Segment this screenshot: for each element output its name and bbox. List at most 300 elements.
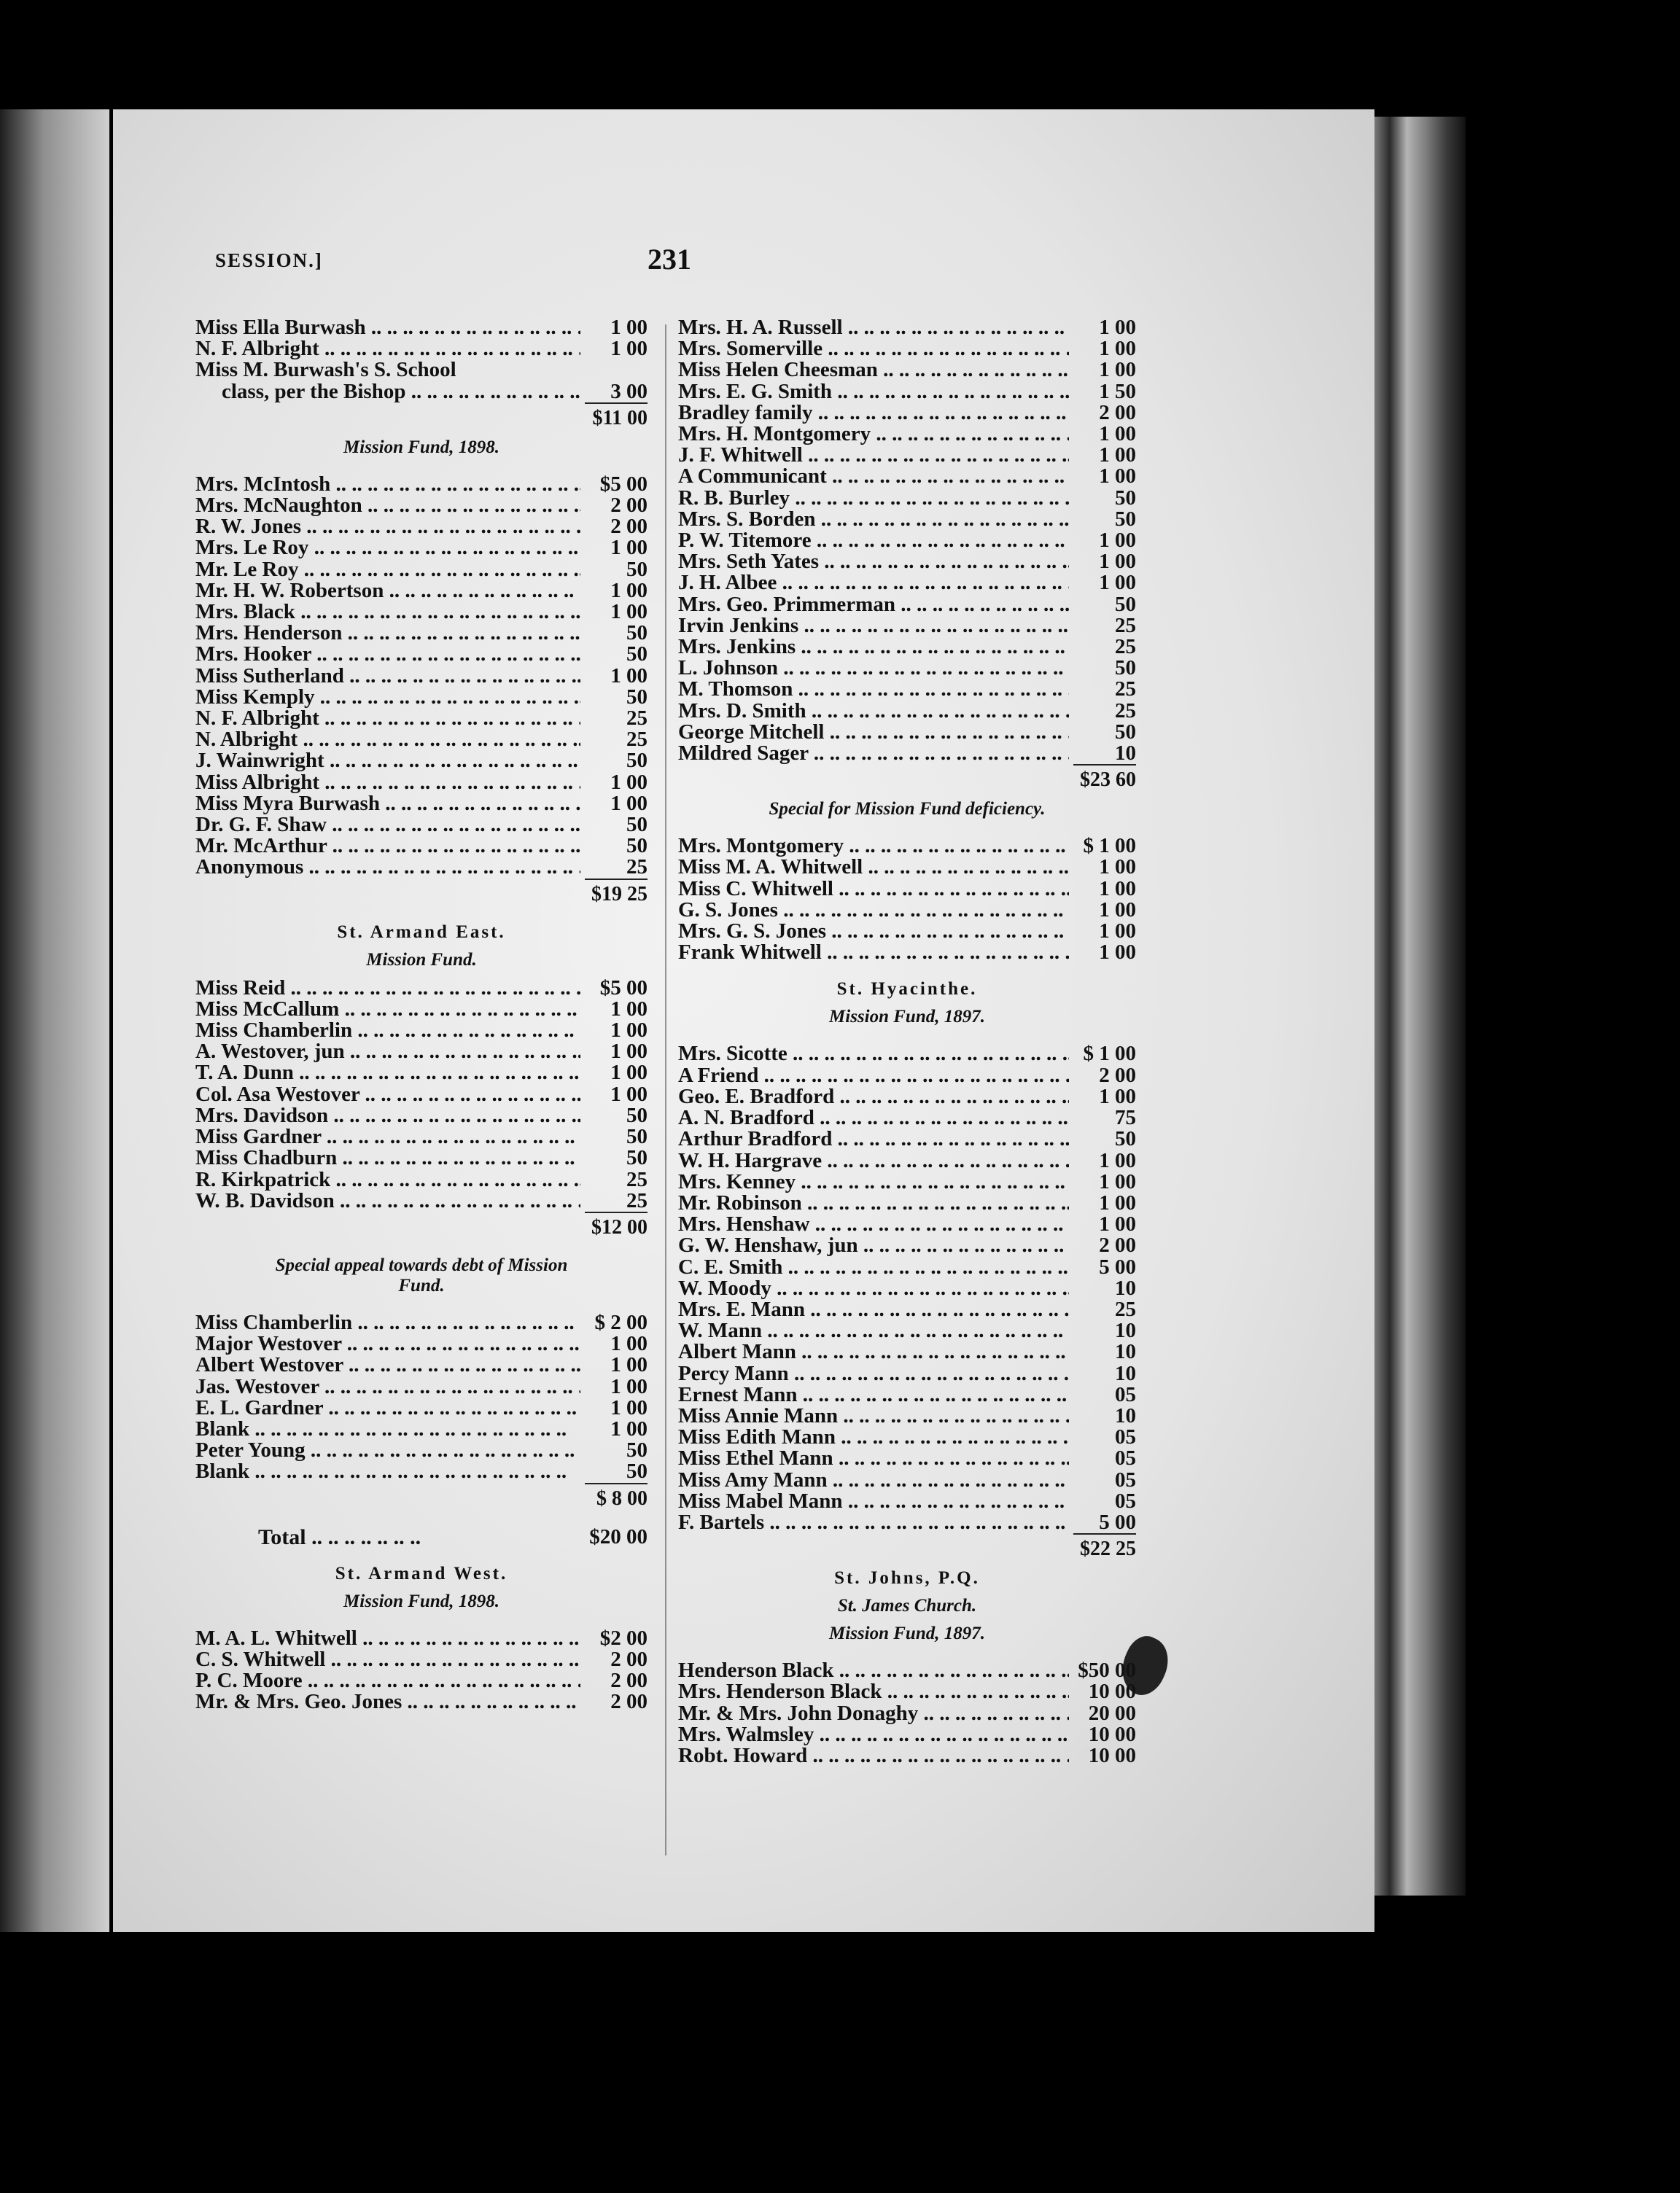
entry-name: M. Thomson .. .. [678, 679, 1069, 700]
list-item [195, 1020, 648, 1041]
entry-amount: 25 [1115, 613, 1136, 637]
entry-amount: 25 [1115, 635, 1136, 659]
list-item [195, 644, 648, 665]
list-top-entries [678, 317, 1136, 764]
entry-amount: 1 00 [1099, 876, 1136, 900]
entry-name: Miss Chamberlin .. .. [195, 1312, 580, 1333]
entry-amount: 05 [1115, 1468, 1136, 1492]
list-item [195, 1105, 648, 1126]
entry-amount: 5 00 [1099, 1255, 1136, 1279]
entry-name: Arthur Bradford .. .. [678, 1129, 1069, 1150]
entry-name: Mrs. Henderson .. .. [195, 623, 580, 644]
entry-amount: 10 [1115, 1361, 1136, 1385]
entry-name: Mrs. Hooker .. .. [195, 644, 580, 665]
list-item [678, 445, 1136, 466]
entry-amount: 1 00 [610, 337, 648, 361]
entry-amount: 1 00 [610, 1353, 648, 1377]
entry-amount: 1 00 [610, 1395, 648, 1419]
entry-amount: 1 00 [1099, 1191, 1136, 1215]
entry-amount: 2 00 [1099, 1063, 1136, 1087]
entry-amount: 1 00 [610, 316, 648, 339]
entry-name: C. E. Smith .. .. [678, 1257, 1069, 1278]
entry-amount: 1 00 [1099, 443, 1136, 467]
entry-name: Miss Myra Burwash .. .. [195, 793, 580, 814]
entry-name: Mr. H. W. Robertson .. .. [195, 580, 580, 601]
entry-name: Miss Gardner .. .. [195, 1126, 580, 1148]
entry-amount: 50 [626, 834, 648, 858]
section-subheading: St. James Church. [837, 1596, 977, 1616]
grand-total-row [195, 1524, 648, 1549]
section-heading: St. Johns, P.Q. [834, 1568, 980, 1589]
entry-name: R. W. Jones .. .. [195, 516, 580, 537]
entry-name: Mrs. Henderson Black .. .. [678, 1681, 1069, 1702]
section-heading: St. Armand East. [337, 922, 506, 942]
list-item [678, 1470, 1136, 1491]
list-item [678, 1341, 1136, 1363]
subtotal: $23 60 [1080, 768, 1136, 792]
list-item [678, 594, 1136, 615]
entry-name: Henderson Black .. .. [678, 1660, 1069, 1681]
entry-name: R. Kirkpatrick .. .. [195, 1169, 580, 1191]
entry-name: Anonymous .. .. [195, 857, 580, 878]
entry-amount: 1 00 [1099, 571, 1136, 595]
entry-amount: 10 [1115, 1276, 1136, 1300]
list-item [678, 615, 1136, 636]
entry-name: P. W. Titemore .. .. [678, 530, 1069, 551]
list-item [678, 424, 1136, 445]
subtotal: $19 25 [591, 882, 648, 905]
entry-name: N. F. Albright .. .. [195, 708, 580, 729]
entry-amount: 1 00 [610, 1040, 648, 1064]
entry-name: Miss Helen Cheesman .. .. [678, 359, 1069, 381]
list-item [678, 1403, 1136, 1427]
entry-amount: 50 [626, 1125, 648, 1149]
list-item [195, 999, 648, 1020]
list-item [678, 722, 1136, 743]
entry-amount: 10 00 [1088, 1722, 1136, 1746]
entry-amount: 25 [1115, 1297, 1136, 1321]
entry-name: Bradley family .. .. [678, 402, 1069, 424]
grand-total-amount: $20 00 [589, 1524, 648, 1549]
entry-name: M. A. L. Whitwell .. .. [195, 1628, 580, 1649]
list-item [195, 601, 648, 623]
section-subheading: Special appeal towards debt of Mission [275, 1255, 568, 1275]
entry-name: Col. Asa Westover .. .. [195, 1084, 580, 1105]
entry-name: Mrs. E. G. Smith .. .. [678, 381, 1069, 402]
section-heading: St. Hyacinthe. [836, 979, 978, 1000]
entry-name: Ernest Mann .. .. [678, 1384, 1069, 1406]
entry-amount: 1 00 [610, 1374, 648, 1398]
list-item [678, 857, 1136, 878]
entry-name: Mrs. Montgomery .. .. [678, 835, 1069, 857]
entry-amount: 1 00 [1099, 422, 1136, 446]
entry-amount: 1 00 [1099, 855, 1136, 879]
entry-amount: 1 00 [610, 997, 648, 1021]
entry-name: N. Albright .. .. [195, 729, 580, 750]
list-item [678, 1724, 1136, 1745]
entry-name: A Communicant .. .. [678, 466, 1069, 487]
column-divider [665, 324, 666, 1855]
entry-amount: 10 [1115, 1340, 1136, 1364]
section-subheading: Fund. [398, 1275, 445, 1296]
entry-name: Percy Mann .. .. [678, 1363, 1069, 1384]
list-item [678, 698, 1136, 722]
entry-name: P. C. Moore .. .. [195, 1670, 580, 1691]
list-item [195, 1649, 648, 1670]
list-item [195, 623, 648, 644]
entry-name: W. B. Davidson .. .. [195, 1191, 580, 1212]
list-item [678, 1107, 1136, 1129]
entry-amount: 1 00 [1099, 1212, 1136, 1236]
entry-amount: 1 00 [1099, 337, 1136, 361]
list-item [678, 679, 1136, 700]
entry-name: W. Mann .. .. [678, 1320, 1069, 1341]
list-item [195, 381, 648, 402]
entry-name: Mrs. Davidson .. .. [195, 1105, 580, 1126]
list-item [678, 942, 1136, 963]
entry-name: Mrs. Geo. Primmerman .. .. [678, 594, 1069, 615]
entry-amount: 10 00 [1088, 1743, 1136, 1767]
entry-amount: 1 00 [1099, 1084, 1136, 1108]
entry-name: T. A. Dunn .. .. [195, 1062, 580, 1083]
entry-name: Miss Ethel Mann .. .. [678, 1448, 1069, 1469]
entry-amount: 05 [1115, 1425, 1136, 1449]
entry-name: Blank .. .. [195, 1419, 580, 1440]
section-subheading: Mission Fund, 1898. [343, 437, 499, 457]
entry-name: J. H. Albee .. .. [678, 572, 1069, 593]
entry-amount: 05 [1115, 1382, 1136, 1406]
entry-amount: 10 [1115, 741, 1136, 766]
list-item [195, 857, 648, 878]
entry-amount: 3 00 [610, 379, 648, 403]
list-item [195, 359, 648, 381]
list-item [195, 1376, 648, 1398]
list-item [195, 1041, 648, 1062]
list-st-armand-west [195, 1628, 648, 1713]
list-item [195, 1628, 648, 1649]
entry-amount: 1 00 [1099, 316, 1136, 339]
entry-name: Mr. McArthur .. .. [195, 835, 580, 857]
entry-amount: 1 00 [610, 536, 648, 560]
list-item [678, 1660, 1136, 1681]
entry-amount: 75 [1115, 1106, 1136, 1130]
entry-amount: 10 [1115, 1319, 1136, 1343]
list-top-entries [195, 317, 648, 402]
list-item [678, 1703, 1136, 1724]
entry-amount: $ 1 00 [1083, 834, 1136, 858]
entry-name: Robt. Howard .. .. [678, 1745, 1069, 1767]
list-item [195, 1355, 648, 1376]
entry-amount: $5 00 [599, 975, 648, 1000]
entry-name: Mrs. S. Borden .. .. [678, 509, 1069, 530]
list-item [195, 1440, 648, 1461]
entry-name: L. Johnson .. .. [678, 658, 1069, 679]
subtotal: $11 00 [592, 406, 648, 429]
entry-name: Mrs. McIntosh .. .. [195, 474, 580, 495]
entry-name: Miss M. Burwash's S. School [195, 359, 456, 381]
facing-page-edge [0, 109, 109, 1932]
list-item [678, 551, 1136, 572]
list-item [678, 835, 1136, 857]
entry-name: Irvin Jenkins .. .. [678, 615, 1069, 636]
entry-name: C. S. Whitwell .. .. [195, 1649, 580, 1670]
entry-amount: 1 50 [1099, 379, 1136, 403]
entry-amount: $ 1 00 [1083, 1042, 1136, 1066]
entry-name: Mrs. Seth Yates .. .. [678, 551, 1069, 572]
entry-name: Miss Chadburn .. .. [195, 1148, 580, 1169]
list-item [195, 1062, 648, 1083]
list-item [678, 1427, 1136, 1448]
entry-name: Miss Annie Mann .. .. [678, 1406, 1069, 1427]
entry-amount: 1 00 [610, 791, 648, 815]
entry-amount: 1 00 [1099, 358, 1136, 382]
entry-name: Frank Whitwell .. .. [678, 942, 1069, 963]
list-item [195, 1169, 648, 1191]
entry-name: Geo. E. Bradford .. .. [678, 1086, 1069, 1107]
list-item [678, 509, 1136, 530]
entry-name: Miss Kemply .. .. [195, 687, 580, 708]
entry-amount: 50 [626, 1103, 648, 1127]
entry-amount: 2 00 [610, 515, 648, 539]
list-item [678, 402, 1136, 424]
entry-name: E. L. Gardner .. .. [195, 1398, 580, 1419]
entry-amount: 50 [626, 1146, 648, 1170]
entry-amount: 2 00 [1099, 1234, 1136, 1258]
entry-name: Dr. G. F. Shaw .. .. [195, 814, 580, 835]
entry-name: J. F. Whitwell .. .. [678, 445, 1069, 466]
list-item [678, 876, 1136, 900]
list-item [678, 1745, 1136, 1767]
entry-amount: 2 00 [1099, 400, 1136, 424]
list-item [678, 381, 1136, 402]
entry-name: Mrs. H. A. Russell .. .. [678, 317, 1069, 338]
entry-amount: 5 00 [1099, 1510, 1136, 1534]
list-item [195, 1188, 648, 1212]
list-item [678, 636, 1136, 658]
list-item [678, 1448, 1136, 1469]
list-item [195, 516, 648, 537]
list-item [195, 317, 648, 338]
entry-amount: 1 00 [1099, 550, 1136, 574]
grand-total-label: Total .. .. [195, 1527, 567, 1548]
entry-name: Mrs. Somerville .. .. [678, 338, 1069, 359]
section-subheading: Special for Mission Fund deficiency. [769, 799, 1046, 819]
list-item [195, 750, 648, 771]
list-item [678, 1065, 1136, 1086]
entry-name: Blank .. .. [195, 1461, 580, 1482]
entry-name: Mrs. McNaughton .. .. [195, 495, 580, 516]
list-item [195, 1461, 648, 1482]
left-column [195, 317, 648, 1713]
list-item [678, 743, 1136, 764]
list-item [678, 1169, 1136, 1193]
entry-name: class, per the Bishop .. .. [195, 381, 580, 402]
entry-name: G. S. Jones .. .. [678, 900, 1069, 921]
list-item [678, 488, 1136, 509]
list-item [195, 729, 648, 750]
entry-name: Mrs. E. Mann .. .. [678, 1299, 1069, 1320]
list-item [195, 559, 648, 580]
list-special-deficiency [678, 835, 1136, 963]
list-item [678, 1278, 1136, 1299]
entry-amount: 1 00 [610, 663, 648, 687]
entry-amount: 2 00 [610, 1647, 648, 1671]
entry-name: George Mitchell .. .. [678, 722, 1069, 743]
entry-amount: 50 [626, 685, 648, 709]
entry-amount: 50 [626, 557, 648, 581]
entry-amount: 1 00 [1099, 529, 1136, 553]
list-item [195, 1395, 648, 1419]
entry-name: R. B. Burley .. .. [678, 488, 1069, 509]
entry-amount: 05 [1115, 1489, 1136, 1513]
entry-amount: 1 00 [610, 1332, 648, 1356]
running-header: SESSION.] [215, 249, 323, 271]
list-item [195, 708, 648, 729]
entry-name: Miss M. A. Whitwell .. .. [678, 857, 1069, 878]
entry-name: Mr. & Mrs. John Donaghy .. .. [678, 1703, 1069, 1724]
entry-amount: 2 00 [610, 494, 648, 518]
list-st-hyacinthe [678, 1043, 1136, 1533]
list-item [678, 1214, 1136, 1235]
entry-name: Miss Chamberlin .. .. [195, 1020, 580, 1041]
list-item [678, 317, 1136, 338]
entry-name: Mrs. Le Roy .. .. [195, 537, 580, 558]
entry-name: Jas. Westover .. .. [195, 1376, 580, 1398]
list-item [195, 338, 648, 359]
entry-name: A. N. Bradford .. .. [678, 1107, 1069, 1129]
entry-amount: 25 [1115, 677, 1136, 701]
list-item [678, 359, 1136, 381]
entry-name: Mrs. G. S. Jones .. .. [678, 921, 1069, 942]
list-item [195, 474, 648, 495]
entry-name: A Friend .. .. [678, 1065, 1069, 1086]
section-subheading: Mission Fund, 1897. [829, 1624, 985, 1644]
page-number: 231 [648, 243, 691, 276]
list-item [678, 897, 1136, 922]
list-item [195, 1691, 648, 1713]
list-item [195, 793, 648, 814]
entry-amount: 50 [626, 1460, 648, 1484]
entry-amount: 10 00 [1088, 1680, 1136, 1704]
entry-name: Mrs. Walmsley .. .. [678, 1724, 1069, 1745]
entry-amount: $50 00 [1078, 1659, 1136, 1683]
list-item [678, 1363, 1136, 1384]
entry-amount: 05 [1115, 1446, 1136, 1471]
list-item [195, 1312, 648, 1333]
list-item [195, 1333, 648, 1355]
list-item [195, 814, 648, 835]
list-mission-1898 [195, 474, 648, 879]
entry-amount: 25 [626, 728, 648, 752]
list-item [678, 1320, 1136, 1341]
section-subheading: Mission Fund. [366, 949, 477, 970]
entry-amount: 1 00 [610, 1061, 648, 1085]
entry-amount: 50 [626, 642, 648, 666]
book-page-edges [1371, 117, 1466, 1896]
list-item [678, 466, 1136, 487]
entry-name: Miss Edith Mann .. .. [678, 1427, 1069, 1448]
entry-amount: 50 [626, 621, 648, 645]
subtotal: $ 8 00 [596, 1487, 648, 1510]
entry-name: Mrs. Black .. .. [195, 601, 580, 623]
section-heading: St. Armand West. [335, 1563, 508, 1584]
entry-amount: 50 [626, 749, 648, 773]
entry-amount: $ 2 00 [594, 1310, 648, 1334]
list-item [195, 580, 648, 601]
entry-amount: 1 00 [1099, 464, 1136, 488]
list-item [678, 572, 1136, 593]
entry-amount: 20 00 [1088, 1701, 1136, 1725]
list-item [195, 663, 648, 687]
entry-name: Mr. & Mrs. Geo. Jones .. .. [195, 1691, 580, 1713]
entry-amount: 2 00 [610, 1669, 648, 1693]
entry-name: Miss Mabel Mann .. .. [678, 1491, 1069, 1512]
list-item [195, 835, 648, 857]
list-item [678, 1384, 1136, 1406]
entry-name: Peter Young .. .. [195, 1440, 580, 1461]
entry-name: Mrs. D. Smith .. .. [678, 701, 1069, 722]
entry-amount: 50 [1115, 1127, 1136, 1151]
list-item [678, 1299, 1136, 1320]
entry-amount: 50 [626, 813, 648, 837]
entry-name: Miss Amy Mann .. .. [678, 1470, 1069, 1491]
entry-name: Mrs. Sicotte .. .. [678, 1043, 1069, 1064]
list-item [195, 1419, 648, 1440]
entry-amount: 1 00 [1099, 1169, 1136, 1193]
list-item [678, 1257, 1136, 1278]
list-item [678, 1235, 1136, 1256]
entry-name: N. F. Albright .. .. [195, 338, 580, 359]
entry-amount: $5 00 [599, 472, 648, 496]
entry-name: Mrs. Henshaw .. .. [678, 1214, 1069, 1235]
list-item [678, 1681, 1136, 1702]
entry-name: Mr. Le Roy .. .. [195, 559, 580, 580]
subtotal: $22 25 [1080, 1538, 1136, 1561]
entry-amount: 25 [626, 1188, 648, 1212]
entry-amount: 50 [1115, 486, 1136, 510]
entry-amount: $2 00 [599, 1626, 648, 1650]
entry-amount: 1 00 [610, 770, 648, 794]
list-item [195, 1670, 648, 1691]
entry-amount: 50 [1115, 592, 1136, 616]
list-item [678, 1129, 1136, 1150]
entry-name: Miss Sutherland .. .. [195, 666, 580, 687]
entry-amount: 2 00 [610, 1690, 648, 1714]
list-item [195, 975, 648, 1000]
entry-name: Miss McCallum .. .. [195, 999, 580, 1020]
entry-name: Mrs. Jenkins .. .. [678, 636, 1069, 658]
entry-amount: 50 [1115, 656, 1136, 680]
entry-amount: 25 [1115, 698, 1136, 722]
entry-name: Mr. Robinson .. .. [678, 1193, 1069, 1214]
list-item [678, 338, 1136, 359]
list-item [678, 1086, 1136, 1107]
list-special-appeal [195, 1312, 648, 1483]
list-item [678, 658, 1136, 679]
entry-name: Miss Ella Burwash .. .. [195, 317, 580, 338]
entry-amount: 1 00 [610, 600, 648, 624]
entry-name: W. Moody .. .. [678, 1278, 1069, 1299]
entry-name: Albert Mann .. .. [678, 1341, 1069, 1363]
list-item [195, 1084, 648, 1105]
entry-name: Major Westover .. .. [195, 1333, 580, 1355]
entry-name: Albert Westover .. .. [195, 1355, 580, 1376]
list-item [195, 687, 648, 708]
entry-name: Miss Reid .. .. [195, 978, 580, 999]
entry-name: Mildred Sager .. .. [678, 743, 1069, 764]
entry-name: Mrs. H. Montgomery .. .. [678, 424, 1069, 445]
entry-name: F. Bartels .. .. [678, 1512, 1069, 1533]
